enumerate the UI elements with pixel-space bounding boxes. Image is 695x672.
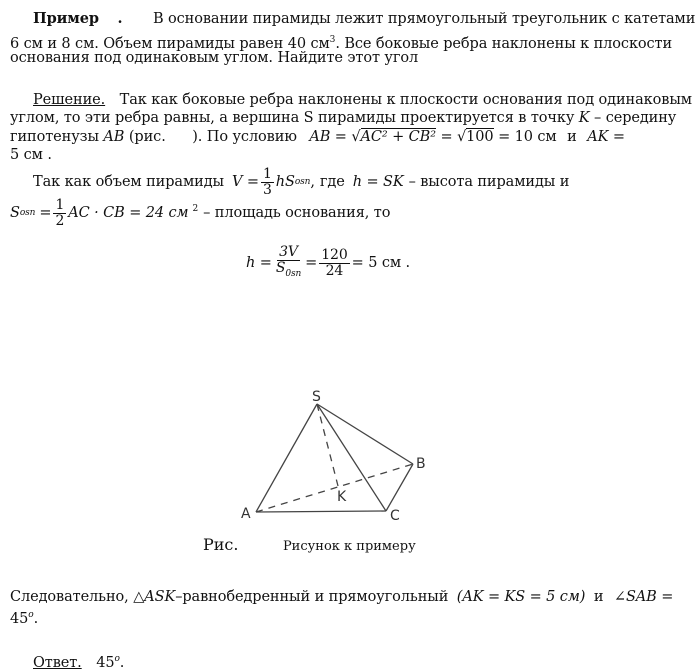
fraction-one-third: $\frac{1}{3}$ bbox=[262, 165, 272, 198]
point-k-ref: K bbox=[578, 110, 590, 126]
label-s: S bbox=[312, 389, 321, 405]
equals: = bbox=[440, 129, 453, 145]
edge-sb bbox=[317, 404, 413, 464]
solution-line-3: гипотенузы AB (рис. ). По условию AB = √AC² + CB² = √100 = 10 см и AK = bbox=[10, 129, 625, 145]
height-sk-dashed bbox=[317, 404, 338, 486]
conclusion-paren: (AK = KS = 5 см) bbox=[456, 589, 586, 605]
problem-text-1: В основании пирамиды лежит прямоугольный треугольник с катетами bbox=[152, 11, 695, 27]
answer-value: 45 bbox=[96, 654, 115, 671]
triangle-ask: △ASK bbox=[133, 589, 176, 605]
problem-text-2b: . Все боковые ребра наклонены к плоскости bbox=[335, 35, 673, 52]
solution-text-3c: ). По условию bbox=[192, 129, 297, 145]
edge-ac bbox=[256, 511, 386, 512]
solution-text-3a: гипотенузы bbox=[10, 129, 99, 145]
fraction-120-24: $\frac{120}{24}$ bbox=[321, 246, 348, 279]
fraction-3v-s: $\frac{3V}{S_{0sn}}$ bbox=[275, 243, 302, 279]
height-def: h = SK bbox=[352, 174, 404, 190]
area-rhs: AC · CB = 24 см bbox=[68, 205, 189, 221]
fig-ref-open: (рис. bbox=[128, 129, 166, 145]
answer-label: Ответ. bbox=[33, 654, 82, 671]
where-word: где bbox=[319, 174, 345, 190]
result-10: = 10 см bbox=[498, 129, 557, 145]
formula-ab-lhs: AB = bbox=[309, 129, 347, 145]
solution-text-1: Так как боковые ребра наклонены к плоскости основания под одинаковым bbox=[119, 92, 692, 108]
conclusion-text-a: Следовательно, bbox=[10, 589, 129, 605]
problem-title: Пример bbox=[33, 10, 99, 27]
sqrt-100: 100 bbox=[466, 129, 494, 145]
label-c: C bbox=[390, 508, 400, 524]
fraction-one-half: $\frac{1}{2}$ bbox=[55, 196, 65, 229]
label-b: B bbox=[416, 456, 426, 472]
problem-text-2a: 6 см и 8 см. Объем пирамиды равен 40 см bbox=[10, 35, 330, 52]
conclusion-line-2: 45$^o$. bbox=[10, 610, 39, 627]
answer-line: Ответ. 45$^o$. bbox=[33, 654, 125, 671]
volume-rhs: hS bbox=[275, 174, 295, 190]
problem-sup: 3 bbox=[329, 35, 336, 45]
solution-text-2a: углом, то эти ребра равны, а вершина S пирамиды проектируется в точку bbox=[10, 110, 575, 126]
edge-sc bbox=[317, 404, 386, 511]
volume-line: Так как объем пирамиды V = $\frac{1}{3}$ hS osn , где h = SK – высота пирамиды и bbox=[33, 165, 570, 198]
hypotenuse-ref: AB bbox=[103, 129, 125, 145]
label-a: A bbox=[241, 506, 251, 522]
figure-caption bbox=[203, 535, 416, 554]
volume-tail: – высота пирамиды и bbox=[408, 174, 570, 190]
conclusion-text-b: –равнобедренный и прямоугольный bbox=[175, 589, 449, 605]
caption-ris: Рис. bbox=[203, 535, 239, 554]
angle-sab: ∠SAB = bbox=[613, 589, 674, 605]
height-result: = 5 см . bbox=[351, 255, 411, 271]
formula-ak: AK = bbox=[587, 129, 625, 145]
problem-line-3: основания под одинаковым углом. Найдите этот угол bbox=[10, 50, 419, 66]
area-tail: – площадь основания, то bbox=[203, 205, 391, 221]
solution-text-2b: – середину bbox=[594, 110, 677, 126]
and-word: и bbox=[567, 129, 577, 145]
label-k: K bbox=[337, 489, 347, 505]
volume-text: Так как объем пирамиды bbox=[33, 174, 224, 190]
problem-title-dot: . bbox=[117, 10, 123, 27]
sqrt-ac-cb: AC² + CB² bbox=[360, 129, 436, 145]
height-formula: h = $\frac{3V}{S_{0sn}}$ = $\frac{120}{24}$ = 5 см . bbox=[246, 243, 410, 283]
solution-line-4: 5 см . bbox=[10, 147, 52, 163]
conclusion-line-1: Следовательно, △ASK–равнобедренный и прямоугольный (AK = KS = 5 см) и ∠SAB = bbox=[10, 589, 674, 605]
area-line: S osn = $\frac{1}{2}$ AC · CB = 24 см $^2$ – площадь основания, то bbox=[10, 196, 391, 229]
height-lhs: h = bbox=[246, 255, 272, 271]
solution-label: Решение. bbox=[33, 92, 106, 108]
edge-cb bbox=[386, 464, 413, 511]
area-lhs: S bbox=[10, 205, 20, 221]
volume-lhs: V = bbox=[232, 174, 259, 190]
caption-text: Рисунок к примеру bbox=[282, 539, 416, 554]
